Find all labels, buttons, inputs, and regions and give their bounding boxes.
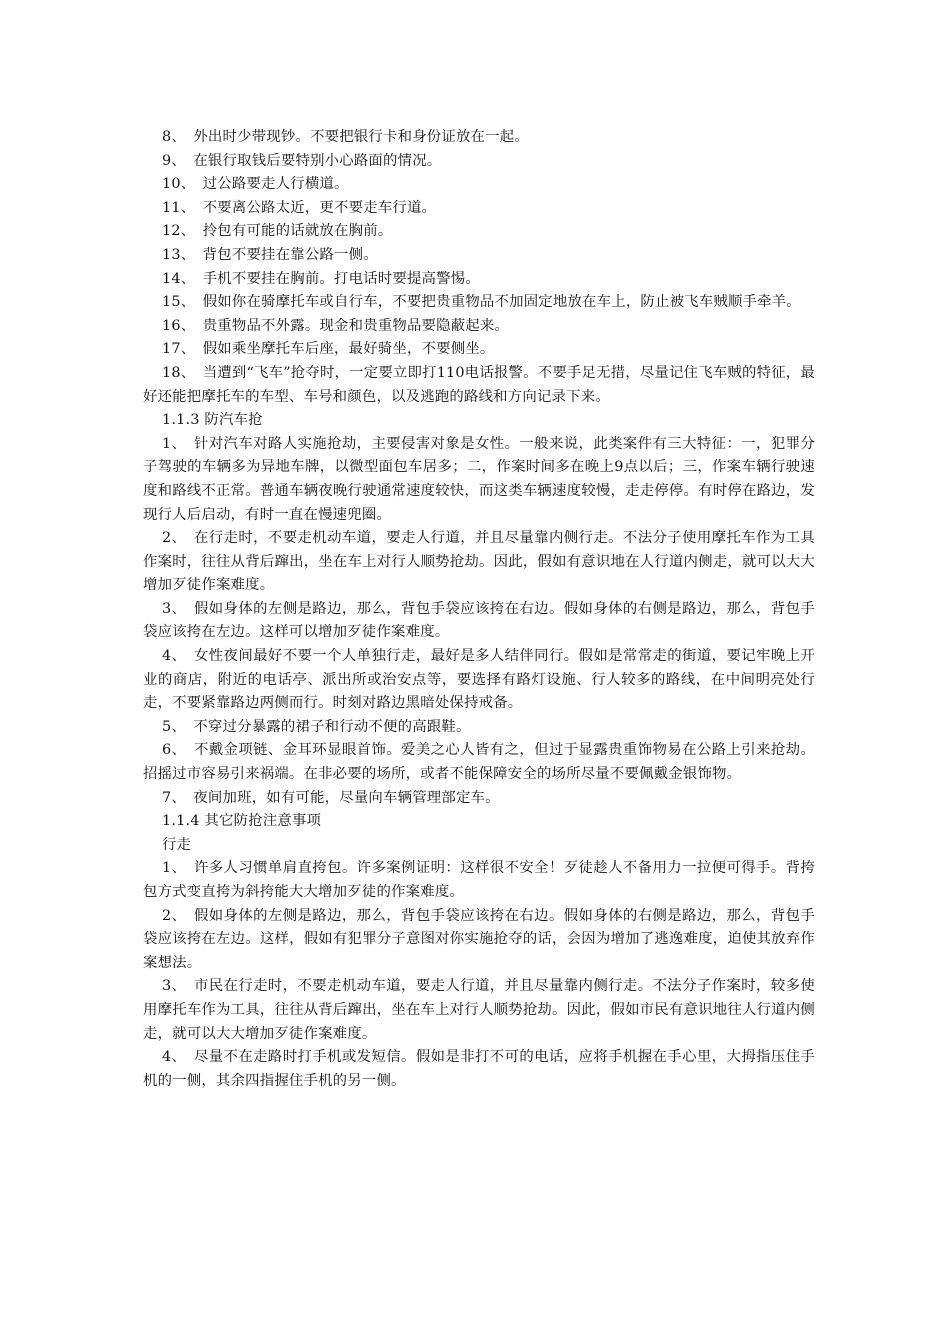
paragraph-item-17: 17、 假如乘坐摩托车后座，最好骑坐，不要侧坐。 [162,341,495,358]
paragraph-item-18: 18、 当遭到“飞车”抢夺时，一定要立即打110电话报警。不要手足无措，尽量记住飞车贼的特征，最好还能把摩托车的车型、车号和颜色，以及逃跑的路线和方向记录下来。 [143,364,815,405]
car-robbery-item-1: 1、 针对汽车对路人实施抢劫，主要侵害对象是女性。一般来说，此类案件有三大特征：一，犯罪分子驾驶的车辆多为异地车牌，以微型面包车居多；二，作案时间多在晚上9点以后；三，作案车辆行驶速度和路线不正常。普通车辆夜晚行驶通常速度较快，而这类车辆速度较慢，走走停停。有时停在路边，发现行人后启动，有时一直在慢速兜圈。 [143,435,815,523]
paragraph-item-8: 8、 外出时少带现钞。不要把银行卡和身份证放在一起。 [162,129,529,145]
car-robbery-item-7: 7、 夜间加班，如有可能，尽量向车辆管理部定车。 [162,789,500,806]
paragraph-item-12: 12、 拎包有可能的话就放在胸前。 [162,223,393,240]
paragraph-item-14: 14、 手机不要挂在胸前。打电话时要提高警惕。 [162,270,480,287]
subheading-walking: 行走 [162,836,192,853]
section-heading-1-1-3: 1.1.3 防汽车抢 [162,412,263,429]
car-robbery-item-6: 6、 不戴金项链、金耳环显眼首饰。爱美之心人皆有之，但过于显露贵重饰物易在公路上引来抢劫。招摇过市容易引来祸端。在非必要的场所，或者不能保障安全的场所尽量不要佩戴金银饰物。 [143,742,815,783]
paragraph-item-16: 16、 贵重物品不外露。现金和贵重物品要隐蔽起来。 [162,317,510,334]
car-robbery-item-4: 4、 女性夜间最好不要一个人单独行走，最好是多人结伴同行。假如是常常走的街道，要记牢晚上开业的商店，附近的电话亭、派出所或治安点等，要选择有路灯设施、行人较多的路线，在中间明亮处行走，不要紧靠路边两侧而行。时刻对路边黑暗处保持戒备。 [143,648,815,712]
paragraph-item-13: 13、 背包不要挂在靠公路一侧。 [162,246,378,263]
paragraph-item-10: 10、 过公路要走人行横道。 [162,176,349,193]
document-body [143,126,815,1093]
walking-item-3: 3、 市民在行走时，不要走机动车道，要走人行道，并且尽量靠内侧行走。不法分子作案时，较多使用摩托车作为工具，往往从背后蹿出，坐在车上对行人顺势抢劫。因此，假如市民有意识地往人行道内侧走，就可以大大增加歹徒作案难度。 [143,978,815,1042]
car-robbery-item-2: 2、 在行走时，不要走机动车道，要走人行道，并且尽量靠内侧行走。不法分子使用摩托车作为工具作案时，往往从背后蹿出，坐在车上对行人顺势抢劫。因此，假如有意识地在人行道内侧走，就可以大大增加歹徒作案难度。 [143,530,815,594]
car-robbery-item-3: 3、 假如身体的左侧是路边，那么，背包手袋应该挎在右边。假如身体的右侧是路边，那么，背包手袋应该挎在左边。这样可以增加歹徒作案难度。 [143,600,815,641]
paragraph-item-15: 15、 假如你在骑摩托车或自行车，不要把贵重物品不加固定地放在车上，防止被飞车贼顺手牵羊。 [162,294,801,311]
section-heading-1-1-4: 1.1.4 其它防抢注意事项 [162,813,322,830]
walking-item-4: 4、 尽量不在走路时打手机或发短信。假如是非打不可的电话，应将手机握在手心里，大拇指压住手机的一侧，其余四指握住手机的另一侧。 [143,1049,815,1089]
walking-item-1: 1、 许多人习惯单肩直挎包。许多案例证明：这样很不安全！歹徒趁人不备用力一拉便可得手。背挎包方式变直挎为斜挎能大大增加歹徒的作案难度。 [143,860,815,900]
car-robbery-item-5: 5、 不穿过分暴露的裙子和行动不便的高跟鞋。 [162,718,471,735]
walking-item-2: 2、 假如身体的左侧是路边，那么，背包手袋应该挎在右边。假如身体的右侧是路边，那么，背包手袋应该挎在左边。这样，假如有犯罪分子意图对你实施抢夺的话，会因为增加了逃逸难度，迫使其放弃作案想法。 [143,907,815,971]
paragraph-item-11: 11、 不要离公路太近，更不要走车行道。 [162,199,437,216]
paragraph-item-9: 9、 在银行取钱后要特别小心路面的情况。 [162,152,442,169]
